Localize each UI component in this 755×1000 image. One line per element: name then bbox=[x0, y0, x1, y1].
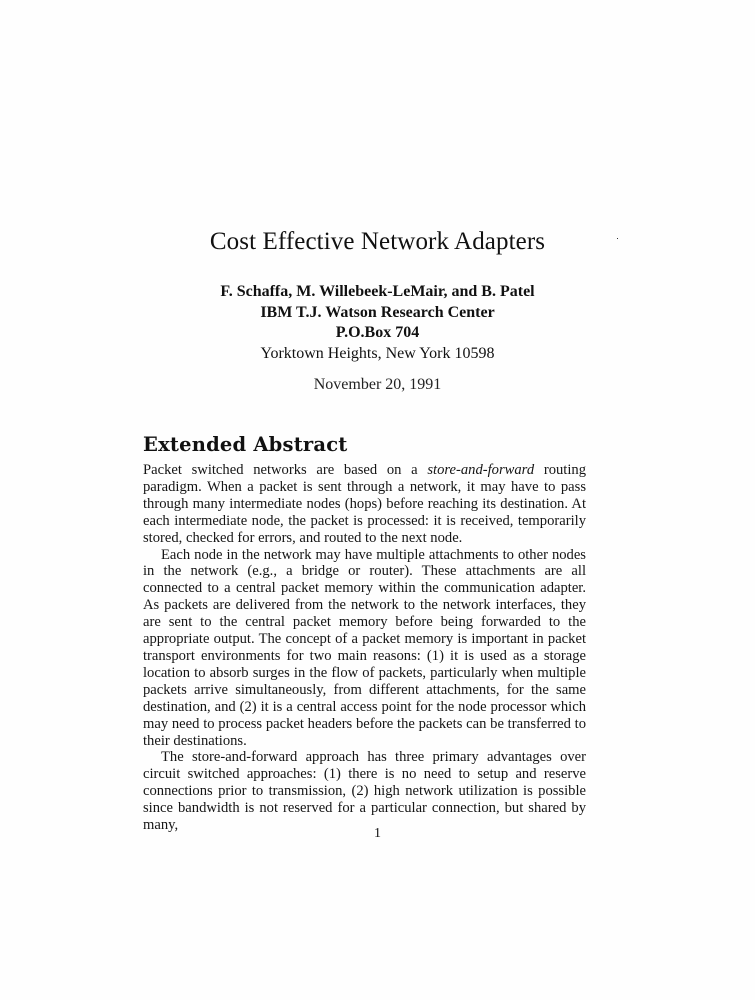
scan-speck bbox=[617, 238, 618, 239]
paragraph-2: Each node in the network may have multiple attachments to other nodes in the network (e.g., a bridge or router). These attachments are all connected to a central packet memory within the communication adapter. As packets are delivered from the network to the network interfaces, they are sent to the central packet memory before being forwarded to the appropriate output. The concept of a packet memory is important in packet transport environments for two main reasons: (1) it is used as a storage location to absorb surges in the flow of packets, particularly when multiple packets arrive simultaneously, from different attachments, for the same destination, and (2) it is a central access point for the node processor which may need to process packet headers before the packets can be transferred to their destinations. bbox=[143, 546, 586, 749]
author-block bbox=[0, 282, 755, 364]
paragraph-1-rest: routing paradigm. When a packet is sent through a network, it may have to pass through many intermediate nodes (hops) before reaching its destination. At each intermediate node, the packet is processed: it is received, temporarily stored, checked for errors, and routed to the next node. bbox=[143, 462, 586, 546]
paragraph-1 bbox=[143, 462, 586, 547]
paragraph-1-lead: Packet switched networks are based on a bbox=[143, 462, 428, 478]
paper-title: Cost Effective Network Adapters bbox=[209, 228, 546, 255]
section-heading: Extended Abstract bbox=[143, 433, 348, 456]
abstract-body bbox=[143, 462, 586, 834]
page-number: 1 bbox=[374, 826, 381, 841]
address-po-box: P.O.Box 704 bbox=[335, 324, 420, 341]
emphasis-store-and-forward: store-and-forward bbox=[427, 462, 535, 478]
affiliation: IBM T.J. Watson Research Center bbox=[260, 303, 495, 321]
paragraph-3: The store-and-forward approach has three primary advantages over circuit switched approaches: (1) there is no need to setup and reserve connections prior to transmission, (2) high network utilization is possible since bandwidth is not reserved for a particular connection, but shared by many, bbox=[143, 749, 586, 834]
address-city: Yorktown Heights, New York 10598 bbox=[260, 344, 495, 362]
authors: F. Schaffa, M. Willebeek-LeMair, and B. Patel bbox=[220, 283, 535, 300]
publication-date: November 20, 1991 bbox=[313, 376, 442, 393]
